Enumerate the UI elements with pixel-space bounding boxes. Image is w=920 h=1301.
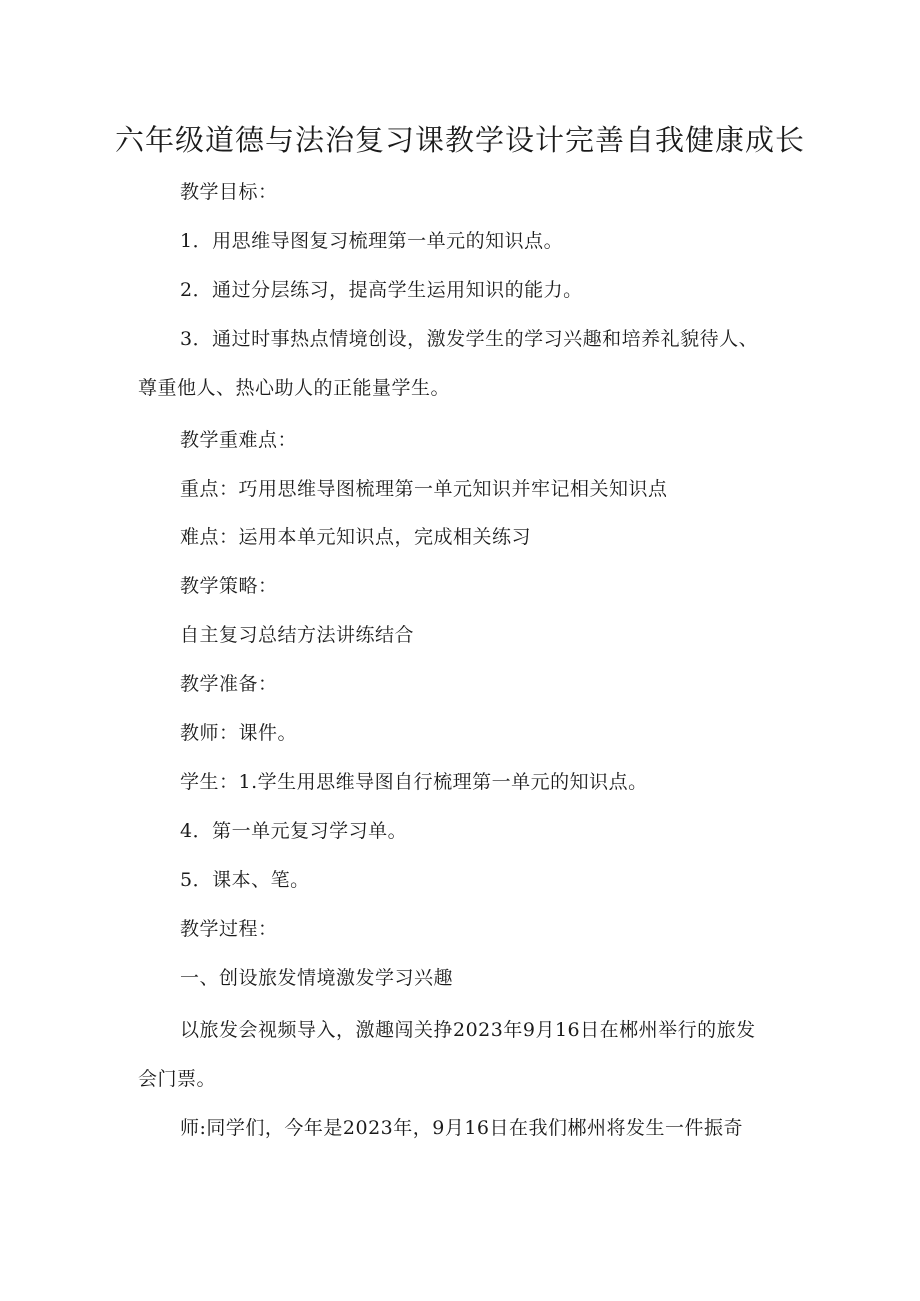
process-step-1: 一、创设旅发情境激发学习兴趣	[180, 967, 454, 989]
strategy-text: 自主复习总结方法讲练结合	[180, 624, 415, 646]
preparation-item-5: 5．课本、笔。	[180, 869, 310, 891]
goal-item-3-continued: 尊重他人、热心助人的正能量学生。	[138, 377, 451, 399]
goal-item-3: 3．通过时事热点情境创设，激发学生的学习兴趣和培养礼貌待人、	[180, 328, 759, 350]
heading-strategy: 教学策略：	[180, 575, 278, 597]
paragraph-intro: 以旅发会视频导入，激趣闯关挣2023年9月16日在郴州举行的旅发	[180, 1019, 756, 1041]
key-point: 重点：巧用思维导图梳理第一单元知识并牢记相关知识点	[180, 478, 668, 500]
goal-item-1: 1．用思维导图复习梳理第一单元的知识点。	[180, 230, 564, 252]
goal-item-2: 2．通过分层练习，提高学生运用知识的能力。	[180, 279, 583, 301]
difficult-point: 难点：运用本单元知识点，完成相关练习	[180, 526, 532, 548]
heading-key-points: 教学重难点：	[180, 429, 298, 451]
preparation-item-4: 4．第一单元复习学习单。	[180, 820, 408, 842]
document-title: 六年级道德与法治复习课教学设计完善自我健康成长	[114, 123, 805, 157]
paragraph-teacher: 师:同学们，今年是2023年，9月16日在我们郴州将发生一件振奇	[180, 1117, 744, 1139]
heading-preparation: 教学准备：	[180, 673, 278, 695]
teacher-preparation: 教师：课件。	[180, 722, 298, 744]
paragraph-intro-continued: 会门票。	[138, 1068, 217, 1090]
student-preparation: 学生：1.学生用思维导图自行梳理第一单元的知识点。	[180, 771, 648, 793]
heading-teaching-goals: 教学目标：	[180, 181, 278, 203]
heading-process: 教学过程：	[180, 918, 278, 940]
